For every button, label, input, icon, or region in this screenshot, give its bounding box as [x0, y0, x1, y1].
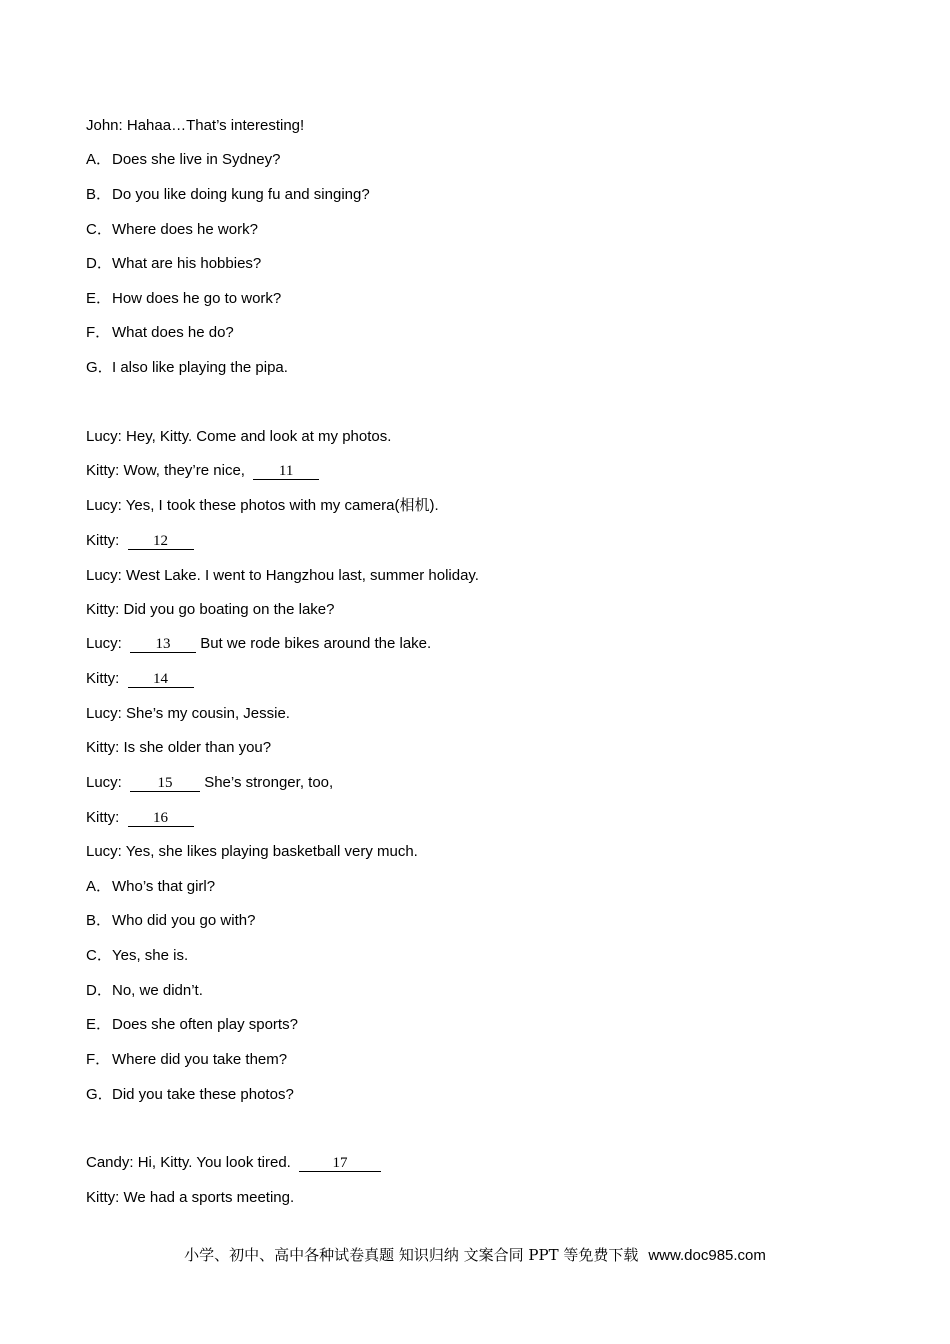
dialogue-line — [86, 1153, 381, 1173]
option-text: Does she often play sports? — [112, 1016, 298, 1033]
dialogue-line — [86, 496, 439, 516]
option-text: Where did you take them? — [112, 1051, 288, 1068]
option-letter: A． — [86, 878, 112, 895]
dialogue-line — [86, 738, 271, 758]
dialogue-line — [86, 773, 333, 793]
dialogue-line — [86, 704, 290, 724]
dialogue-line — [86, 808, 194, 828]
option-item — [86, 358, 288, 378]
option-item — [86, 220, 258, 240]
option-text: What are his hobbies? — [112, 255, 262, 272]
option-item — [86, 1050, 287, 1070]
option-text: Who’s that girl? — [112, 878, 216, 895]
dialogue-line — [86, 566, 479, 586]
dialogue-text: Lucy: Yes, I took these photos with my camera(相机). — [86, 497, 439, 514]
option-letter: C． — [86, 947, 112, 964]
option-text: Who did you go with? — [112, 912, 256, 929]
dialogue-line — [86, 116, 304, 136]
option-letter: B． — [86, 186, 112, 203]
page-footer — [0, 1245, 950, 1266]
answer-blank-14[interactable]: 14 — [128, 671, 194, 688]
option-text: I also like playing the pipa. — [112, 359, 288, 376]
dialogue-text: Lucy: She’s my cousin, Jessie. — [86, 705, 290, 722]
dialogue-text: Lucy: Hey, Kitty. Come and look at my photos. — [86, 428, 392, 445]
option-letter: E． — [86, 290, 112, 307]
option-text: Yes, she is. — [112, 947, 189, 964]
dialogue-text: Kitty: — [86, 809, 124, 826]
option-letter: D． — [86, 982, 112, 999]
dialogue-text: Kitty: — [86, 670, 124, 687]
dialogue-line — [86, 600, 335, 620]
option-item — [86, 1085, 294, 1105]
dialogue-text: Lucy: West Lake. I went to Hangzhou last, summer holiday. — [86, 567, 479, 584]
option-text: Do you like doing kung fu and singing? — [112, 186, 370, 203]
option-text: How does he go to work? — [112, 290, 282, 307]
footer-text: 小学、初中、高中各种试卷真题 知识归纳 文案合同 PPT 等免费下载 — [184, 1246, 639, 1264]
dialogue-line — [86, 634, 431, 654]
answer-blank-13[interactable]: 13 — [130, 636, 196, 653]
option-item — [86, 877, 215, 897]
option-item — [86, 946, 188, 966]
answer-blank-17[interactable]: 17 — [299, 1155, 381, 1172]
option-item — [86, 981, 203, 1001]
dialogue-text: Kitty: Did you go boating on the lake? — [86, 601, 335, 618]
dialogue-text: But we rode bikes around the lake. — [196, 635, 432, 652]
dialogue-text: Lucy: Yes, she likes playing basketball very much. — [86, 843, 418, 860]
answer-blank-12[interactable]: 12 — [128, 533, 194, 550]
option-letter: C． — [86, 221, 112, 238]
dialogue-text: Kitty: We had a sports meeting. — [86, 1189, 295, 1206]
option-letter: B． — [86, 912, 112, 929]
option-letter: G． — [86, 1086, 113, 1103]
option-text: No, we didn’t. — [112, 982, 203, 999]
dialogue-text: Lucy: — [86, 635, 127, 652]
dialogue-line — [86, 1188, 294, 1208]
dialogue-line — [86, 531, 194, 551]
option-item — [86, 289, 281, 309]
option-letter: A． — [86, 151, 112, 168]
option-item — [86, 323, 234, 343]
dialogue-text: Candy: Hi, Kitty. You look tired. — [86, 1154, 295, 1171]
dialogue-line — [86, 669, 194, 689]
option-text: What does he do? — [112, 324, 234, 341]
dialogue-text: John: Hahaa…That’s interesting! — [86, 117, 305, 134]
answer-blank-11[interactable]: 11 — [253, 463, 319, 480]
dialogue-line — [86, 842, 418, 862]
footer-url[interactable]: www.doc985.com — [648, 1247, 766, 1264]
answer-blank-15[interactable]: 15 — [130, 775, 200, 792]
dialogue-line — [86, 427, 391, 447]
option-text: Does she live in Sydney? — [112, 151, 281, 168]
option-item — [86, 911, 255, 931]
dialogue-text: Kitty: — [86, 532, 124, 549]
option-letter: D． — [86, 255, 112, 272]
option-item — [86, 254, 261, 274]
dialogue-text: Kitty: Wow, they’re nice, — [86, 462, 250, 479]
answer-blank-16[interactable]: 16 — [128, 810, 194, 827]
option-letter: E． — [86, 1016, 112, 1033]
option-letter: F． — [86, 1051, 111, 1068]
option-letter: F． — [86, 324, 111, 341]
dialogue-text: She’s stronger, too, — [200, 774, 334, 791]
dialogue-line — [86, 461, 319, 481]
option-text: Did you take these photos? — [112, 1086, 294, 1103]
option-item — [86, 150, 280, 170]
dialogue-text: Kitty: Is she older than you? — [86, 739, 272, 756]
option-item — [86, 185, 370, 205]
dialogue-text: Lucy: — [86, 774, 127, 791]
option-letter: G． — [86, 359, 113, 376]
option-item — [86, 1015, 298, 1035]
option-text: Where does he work? — [112, 221, 258, 238]
